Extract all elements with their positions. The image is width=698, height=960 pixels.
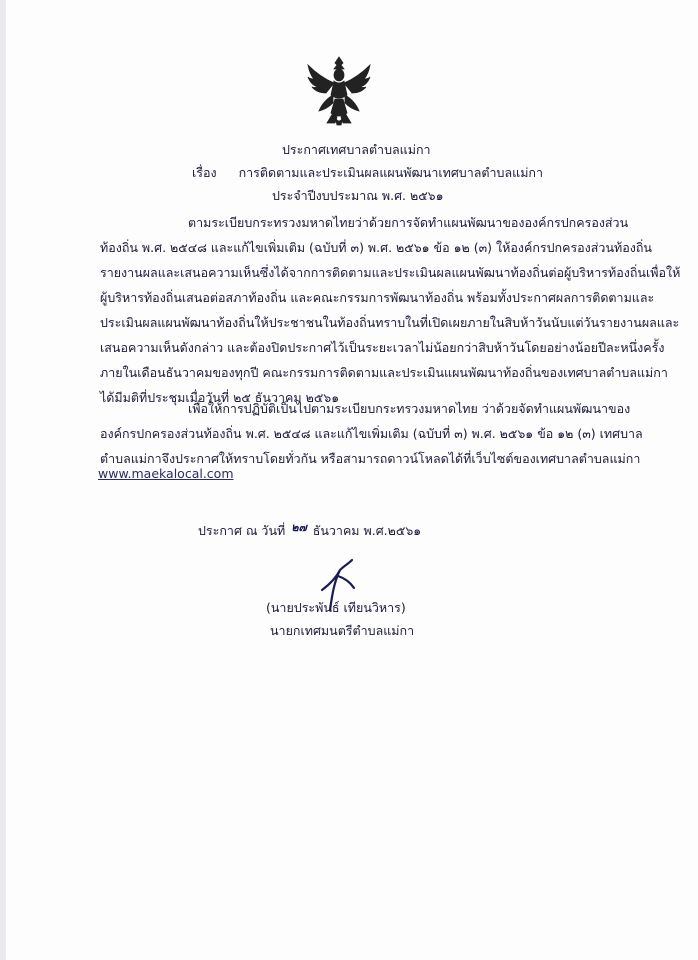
- paragraph-2: [100, 396, 643, 471]
- subject-text: การติดตามและประเมินผลแผนพัฒนาเทศบาลตำบลแม่กา: [238, 165, 544, 180]
- signatory-position: นายกเทศมนตรีตำบลแม่กา: [270, 623, 415, 638]
- website-link[interactable]: www.maekalocal.com: [98, 466, 234, 481]
- paragraph-2-line: ตำบลแม่กาจึงประกาศให้ทราบโดยทั่วกัน หรือสามารถดาวน์โหลดได้ที่เว็บไซต์ของเทศบาลตำบลแม่กา: [100, 451, 641, 466]
- paragraph-2-line: องค์กรปกครองส่วนท้องถิ่น พ.ศ. ๒๕๔๘ และแก้ไขเพิ่มเติม (ฉบับที่ ๓) พ.ศ. ๒๕๖๑ ข้อ ๑๒ (๓) เทศบาล: [100, 426, 643, 441]
- paragraph-1-line: ภายในเดือนธันวาคมของทุกปี คณะกรรมการติดตามและประเมินแผนพัฒนาท้องถิ่นของเทศบาลตำบลแม่กา: [100, 365, 668, 380]
- announce-suffix: ธันวาคม พ.ศ.๒๕๖๑: [312, 523, 422, 538]
- subject-line: [192, 163, 543, 183]
- handwritten-day: ๒๗: [291, 521, 307, 534]
- paragraph-2-line: เพื่อให้การปฏิบัติเป็นไปตามระเบียบกระทรวงมหาดไทย ว่าด้วยจัดทำแผนพัฒนาของ: [188, 401, 631, 416]
- announcement-title: ประกาศเทศบาลตำบลแม่กา: [282, 142, 431, 157]
- paragraph-1-line: ท้องถิ่น พ.ศ. ๒๕๔๘ และแก้ไขเพิ่มเติม (ฉบับที่ ๓) พ.ศ. ๒๕๖๑ ข้อ ๑๒ (๓) ให้องค์กรปกครองส่วนท้องถิ่น: [100, 240, 652, 255]
- announce-prefix: ประกาศ ณ วันที่: [198, 523, 286, 538]
- subject-label: เรื่อง: [192, 165, 217, 180]
- paragraph-1-line: ประเมินผลแผนพัฒนาท้องถิ่นให้ประชาชนในท้องถิ่นทราบในที่เปิดเผยภายในสิบห้าวันนับแต่วันรายงานผลและ: [100, 315, 680, 330]
- signatory-name: (นายประพันธ์ เทียนวิหาร): [266, 600, 406, 615]
- binder-shadow: [0, 0, 18, 960]
- fiscal-year: ประจำปีงบประมาณ พ.ศ. ๒๕๖๑: [272, 188, 444, 203]
- paragraph-1-line: ได้มีมติที่ประชุมเมื่อวันที่ ๒๕ ธันวาคม ๒๕๖๑: [100, 390, 340, 405]
- paragraph-1-line: ตามระเบียบกระทรวงมหาดไทยว่าด้วยการจัดทำแผนพัฒนาขององค์กรปกครองส่วน: [188, 215, 629, 230]
- announce-date: [198, 518, 421, 541]
- paragraph-1-line: เสนอความเห็นดังกล่าว และต้องปิดประกาศไว้เป็นระยะเวลาไม่น้อยกว่าสิบห้าวันโดยอย่างน้อยปีละหนึ่งครั้ง: [100, 340, 665, 355]
- paragraph-1-line: ผู้บริหารท้องถิ่นเสนอต่อสภาท้องถิ่น และคณะกรรมการพัฒนาท้องถิ่น พร้อมทั้งประกาศผลการติดตามและ: [100, 290, 655, 305]
- paragraph-1: [100, 210, 681, 410]
- paragraph-1-line: รายงานผลและเสนอความเห็นซึ่งได้จากการติดตามและประเมินผลแผนพัฒนาท้องถิ่นต่อผู้บริหารท้องถิ่นเพื่อให้: [100, 265, 681, 280]
- garuda-emblem-icon: [305, 55, 373, 127]
